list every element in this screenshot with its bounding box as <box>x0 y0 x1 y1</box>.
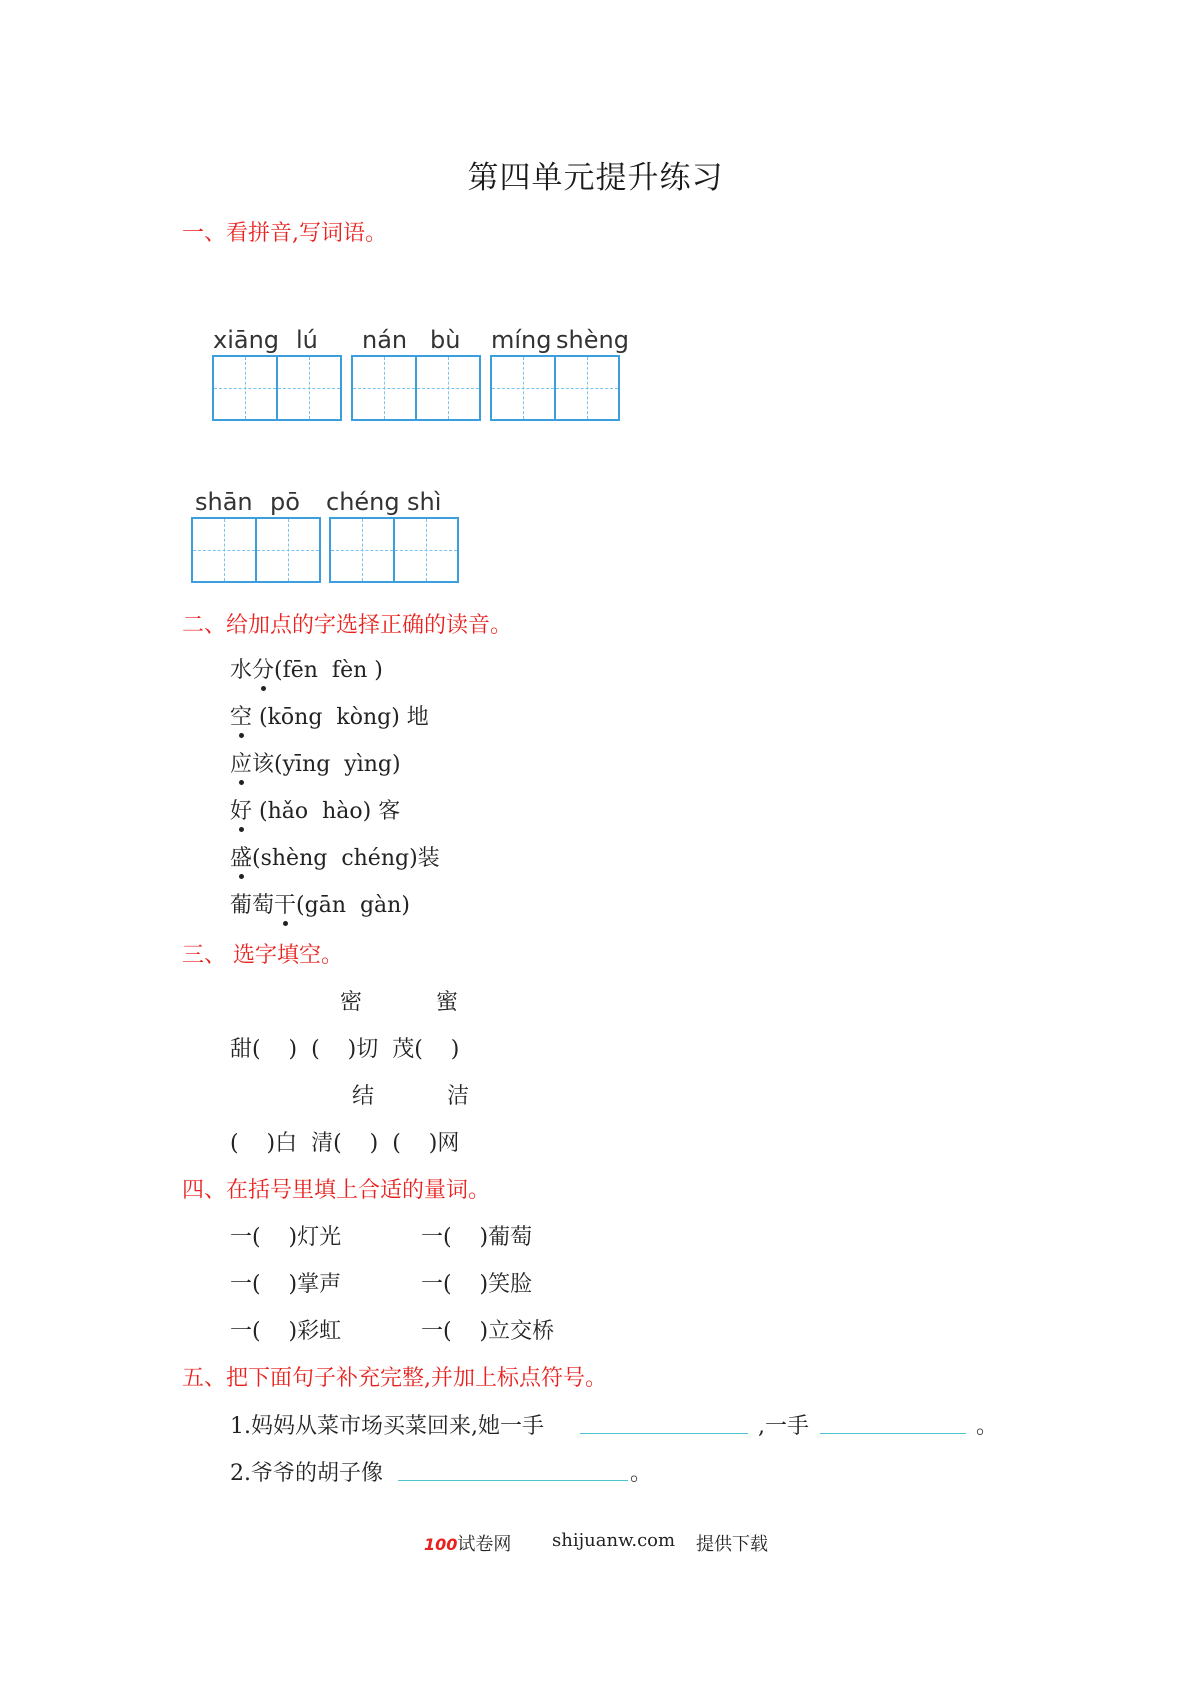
sentence-2-end: 。 <box>630 1461 653 1486</box>
dotted-char: 应 <box>230 747 252 778</box>
reading-item <box>230 653 383 684</box>
pinyin-lu: lú <box>296 326 318 354</box>
pinyin-shi: shì <box>407 488 442 516</box>
pinyin-ming: míng <box>491 326 552 354</box>
choice-char: 密 <box>340 990 363 1015</box>
measure-item: 一( )葡萄 <box>421 1225 533 1250</box>
reading-options: (shèng chéng)装 <box>252 846 440 871</box>
answer-blank[interactable] <box>398 1480 628 1481</box>
reading-options: (kōng kòng) 地 <box>252 705 429 730</box>
reading-text: 水 <box>230 658 253 683</box>
reading-item <box>230 888 410 919</box>
pinyin-po: pō <box>270 488 300 516</box>
choose-row-2: ( )白 清( ) ( )网 <box>230 1131 460 1156</box>
section-5-heading: 五、把下面句子补充完整,并加上标点符号。 <box>182 1366 607 1391</box>
site-name: 试卷网 <box>457 1534 512 1555</box>
pinyin-xiang: xiāng <box>213 326 280 354</box>
reading-item <box>230 841 440 872</box>
pinyin-nan: nán <box>362 326 408 354</box>
choose-row-1: 甜( ) ( )切 茂( ) <box>230 1037 460 1062</box>
writing-grid[interactable] <box>212 355 342 421</box>
measure-item: 一( )灯光 <box>230 1225 342 1250</box>
sentence-1-start: 1.妈妈从菜市场买菜回来,她一手 <box>230 1414 544 1439</box>
choice-char: 蜜 <box>436 990 459 1015</box>
measure-item: 一( )笑脸 <box>421 1272 533 1297</box>
grid-cell[interactable] <box>415 355 481 421</box>
pinyin-sheng: shèng <box>556 326 629 354</box>
grid-cell[interactable] <box>212 355 278 421</box>
reading-item <box>230 747 401 778</box>
grid-cell[interactable] <box>351 355 417 421</box>
grid-cell[interactable] <box>276 355 342 421</box>
reading-item <box>230 700 429 731</box>
section-3-heading: 三、 选字填空。 <box>182 943 343 968</box>
reading-item <box>230 794 400 825</box>
pinyin-bu: bù <box>430 326 461 354</box>
writing-grid[interactable] <box>329 517 459 583</box>
dotted-char: 分 <box>252 653 274 684</box>
writing-grid[interactable] <box>490 355 620 421</box>
answer-blank[interactable] <box>580 1433 748 1434</box>
logo-100: 100 <box>424 1535 458 1554</box>
reading-text: 葡萄 <box>230 893 275 918</box>
writing-grid[interactable] <box>191 517 321 583</box>
footer-brand <box>424 1530 511 1556</box>
dotted-char: 干 <box>274 888 296 919</box>
grid-cell[interactable] <box>393 517 459 583</box>
choice-char: 结 <box>352 1084 375 1109</box>
reading-options: 该(yīng yìng) <box>252 752 401 777</box>
reading-options: (fēn fèn ) <box>274 658 383 683</box>
reading-options: (hǎo hào) 客 <box>252 799 401 824</box>
dotted-char: 盛 <box>230 841 252 872</box>
grid-cell[interactable] <box>554 355 620 421</box>
reading-options: (gān gàn) <box>296 893 410 918</box>
dotted-char: 好 <box>230 794 252 825</box>
answer-blank[interactable] <box>820 1433 966 1434</box>
footer-note: 提供下载 <box>696 1534 768 1555</box>
section-1-heading: 一、看拼音,写词语。 <box>182 221 387 246</box>
sentence-2-start: 2.爷爷的胡子像 <box>230 1461 383 1486</box>
section-2-heading: 二、给加点的字选择正确的读音。 <box>182 613 513 638</box>
pinyin-shan: shān <box>195 488 253 516</box>
page-title: 第四单元提升练习 <box>467 160 724 196</box>
sentence-1-middle: ,一手 <box>758 1414 809 1439</box>
sentence-1-end: 。 <box>976 1414 999 1439</box>
section-4-heading: 四、在括号里填上合适的量词。 <box>182 1178 491 1203</box>
choice-char: 洁 <box>447 1084 470 1109</box>
grid-cell[interactable] <box>191 517 257 583</box>
measure-item: 一( )立交桥 <box>421 1319 555 1344</box>
grid-cell[interactable] <box>490 355 556 421</box>
grid-cell[interactable] <box>329 517 395 583</box>
measure-item: 一( )彩虹 <box>230 1319 342 1344</box>
measure-item: 一( )掌声 <box>230 1272 342 1297</box>
grid-cell[interactable] <box>255 517 321 583</box>
dotted-char: 空 <box>230 700 252 731</box>
footer-domain[interactable]: shijuanw.com <box>552 1530 676 1551</box>
pinyin-cheng: chéng <box>326 488 400 516</box>
writing-grid[interactable] <box>351 355 481 421</box>
